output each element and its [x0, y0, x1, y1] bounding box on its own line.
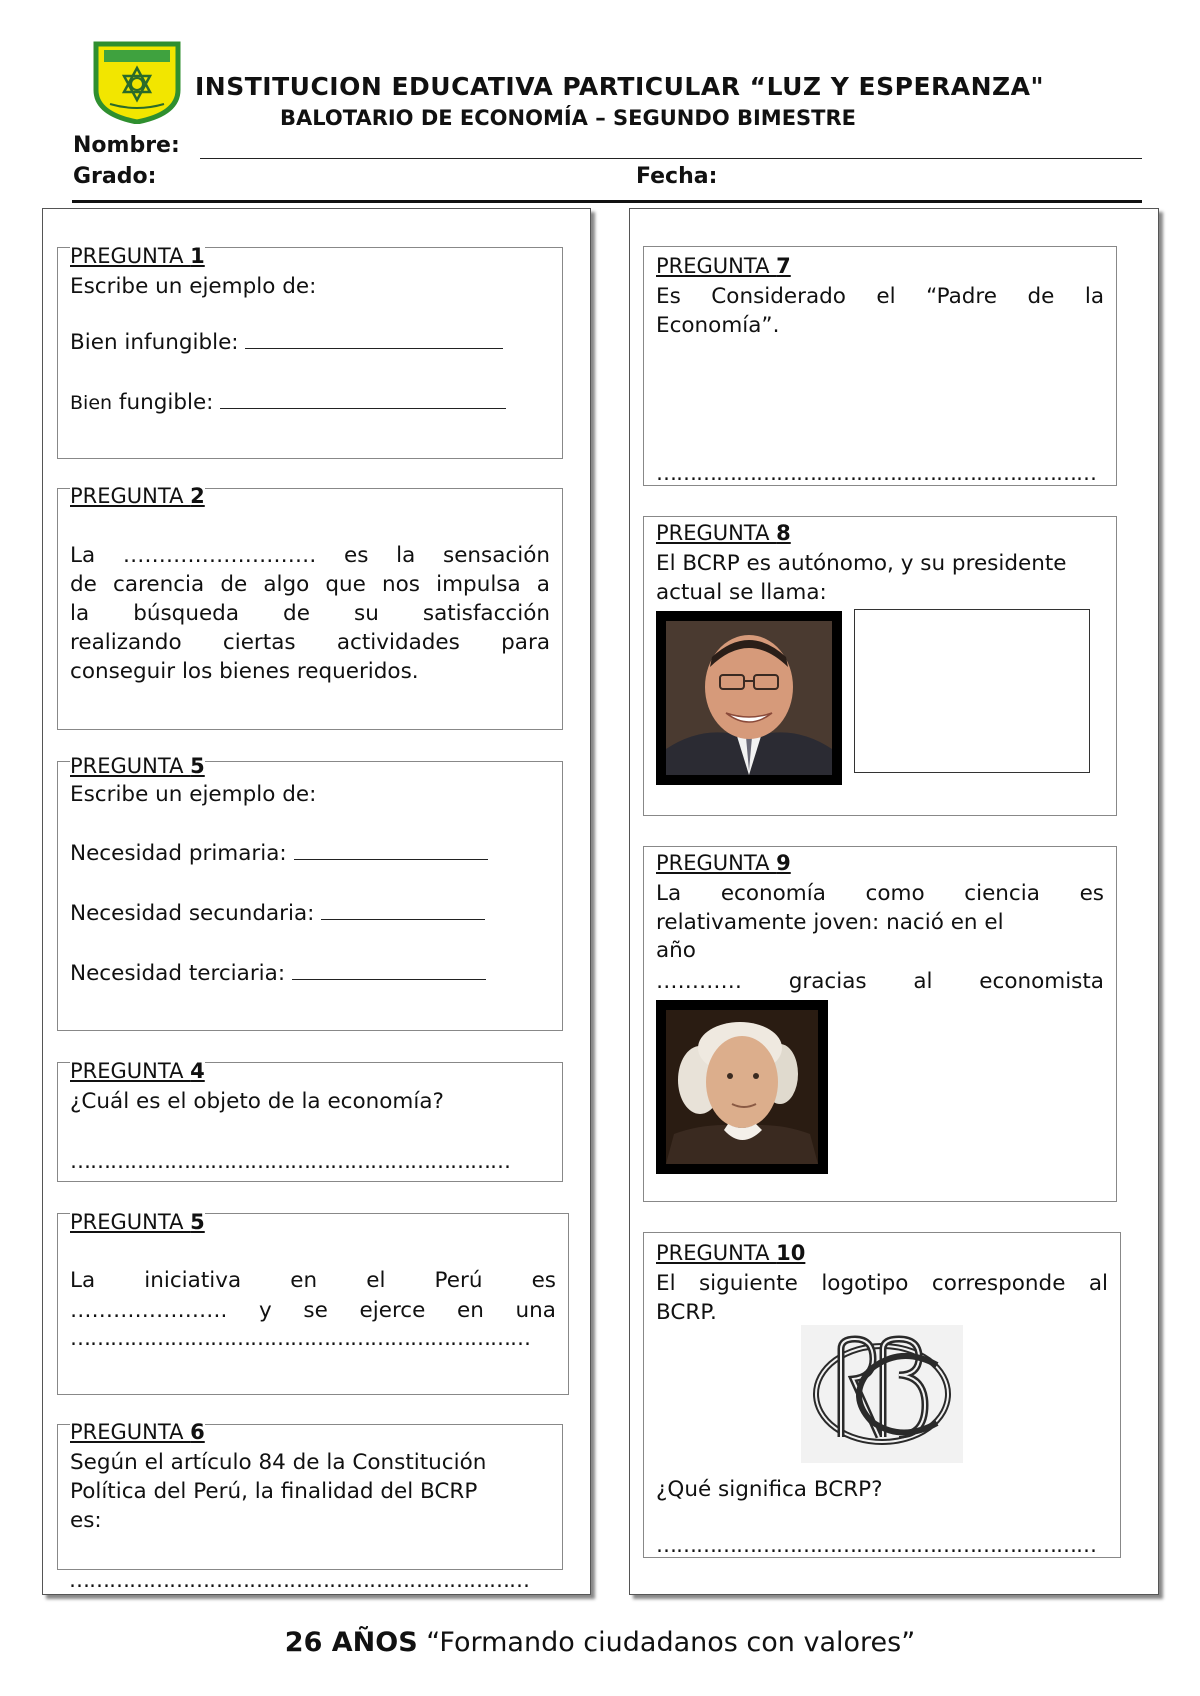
question-1-item-infungible: Bien infungible:: [70, 328, 550, 357]
nombre-line: [200, 158, 1142, 159]
question-6-line: Política del Perú, la finalidad del BCRP: [70, 1479, 478, 1504]
question-2-line: realizando ciertas actividades para: [70, 630, 550, 655]
nombre-label: Nombre:: [73, 133, 180, 158]
question-9-line: ………… gracias al economista: [656, 969, 1104, 994]
question-8-line: El BCRP es autónomo, y su presidente: [656, 551, 1067, 576]
question-5a-title: PREGUNTA 5: [70, 754, 205, 778]
question-10-line: El siguiente logotipo corresponde al: [656, 1271, 1108, 1296]
footer-motto: 26 AÑOS “Formando ciudadanos con valores”: [284, 1627, 916, 1658]
question-4-title: PREGUNTA 4: [70, 1059, 205, 1083]
adam-smith-portrait: [656, 1000, 828, 1174]
portrait-man-glasses: [666, 621, 832, 775]
grado-label: Grado:: [73, 164, 157, 189]
question-5a-item-primaria: Necesidad primaria:: [70, 839, 550, 868]
question-5b-line: La iniciativa en el Perú es: [70, 1268, 556, 1293]
question-7-title: PREGUNTA 7: [656, 254, 791, 278]
question-7-box: [643, 246, 1117, 486]
school-crest-logo: [92, 38, 182, 124]
question-1-box: [57, 244, 563, 459]
question-5a-box: [57, 754, 563, 1031]
portrait-adam-smith: [666, 1010, 818, 1164]
question-4-text: ¿Cuál es el objeto de la economía?: [70, 1089, 444, 1114]
question-2-line: la búsqueda de su satisfacción: [70, 601, 550, 626]
question-9-line: relativamente joven: nació en el: [656, 910, 1004, 935]
school-title: INSTITUCION EDUCATIVA PARTICULAR “LUZ Y ESPERANZA": [195, 72, 1045, 101]
question-2-title: PREGUNTA 2: [70, 484, 205, 508]
question-2-line: La ……………………… es la sensación: [70, 543, 550, 568]
question-4-box: [57, 1059, 563, 1182]
question-8-line: actual se llama:: [656, 580, 827, 605]
question-9-title: PREGUNTA 9: [656, 851, 791, 875]
answer-dots: …………………………………………………………: [70, 1149, 510, 1173]
question-10-box: [643, 1232, 1121, 1558]
question-2-box: [57, 484, 563, 730]
question-1-title: PREGUNTA 1: [70, 244, 205, 268]
question-5b-title: PREGUNTA 5: [70, 1210, 205, 1234]
question-5a-item-terciaria: Necesidad terciaria:: [70, 959, 550, 988]
question-5a-prompt: Escribe un ejemplo de:: [70, 782, 317, 807]
fecha-label: Fecha:: [636, 164, 718, 189]
exam-subtitle: BALOTARIO DE ECONOMÍA – SEGUNDO BIMESTRE: [280, 106, 857, 130]
answer-dots: …………………………………………………………: [656, 461, 1096, 485]
question-7-line: Economía”.: [656, 313, 780, 338]
answer-dots: …………………………………………………………: [656, 1533, 1096, 1557]
question-9-line: La economía como ciencia es: [656, 881, 1104, 906]
question-5b-line: …………………. y se ejerce en una: [70, 1298, 556, 1323]
question-8-title: PREGUNTA 8: [656, 521, 791, 545]
question-9-box: [643, 846, 1117, 1202]
question-10-line: BCRP.: [656, 1300, 717, 1325]
question-10-question: ¿Qué significa BCRP?: [656, 1477, 883, 1502]
answer-dots: ……………………………………………………………: [69, 1568, 529, 1592]
bcrp-logo: [801, 1325, 963, 1463]
president-name-answer-box[interactable]: [854, 609, 1090, 773]
question-6-line: Según el artículo 84 de la Constitución: [70, 1450, 487, 1475]
question-7-line: Es Considerado el “Padre de la: [656, 284, 1104, 309]
question-2-line: conseguir los bienes requeridos.: [70, 659, 419, 684]
answer-dots: ……………………………………………………………: [70, 1326, 530, 1350]
question-9-line: año: [656, 938, 696, 963]
question-5a-item-secundaria: Necesidad secundaria:: [70, 899, 550, 928]
question-6-line: es:: [70, 1508, 102, 1533]
question-5b-box: [57, 1210, 569, 1395]
question-6-title: PREGUNTA 6: [70, 1420, 205, 1444]
question-8-box: [643, 516, 1117, 816]
question-1-prompt: Escribe un ejemplo de:: [70, 274, 317, 299]
question-6-box: [57, 1420, 563, 1570]
header-rule: [72, 200, 1142, 203]
question-1-item-fungible: Bien fungible:: [70, 388, 550, 418]
president-photo: [656, 611, 842, 785]
question-10-title: PREGUNTA 10: [656, 1241, 806, 1265]
question-2-line: de carencia de algo que nos impulsa a: [70, 572, 550, 597]
